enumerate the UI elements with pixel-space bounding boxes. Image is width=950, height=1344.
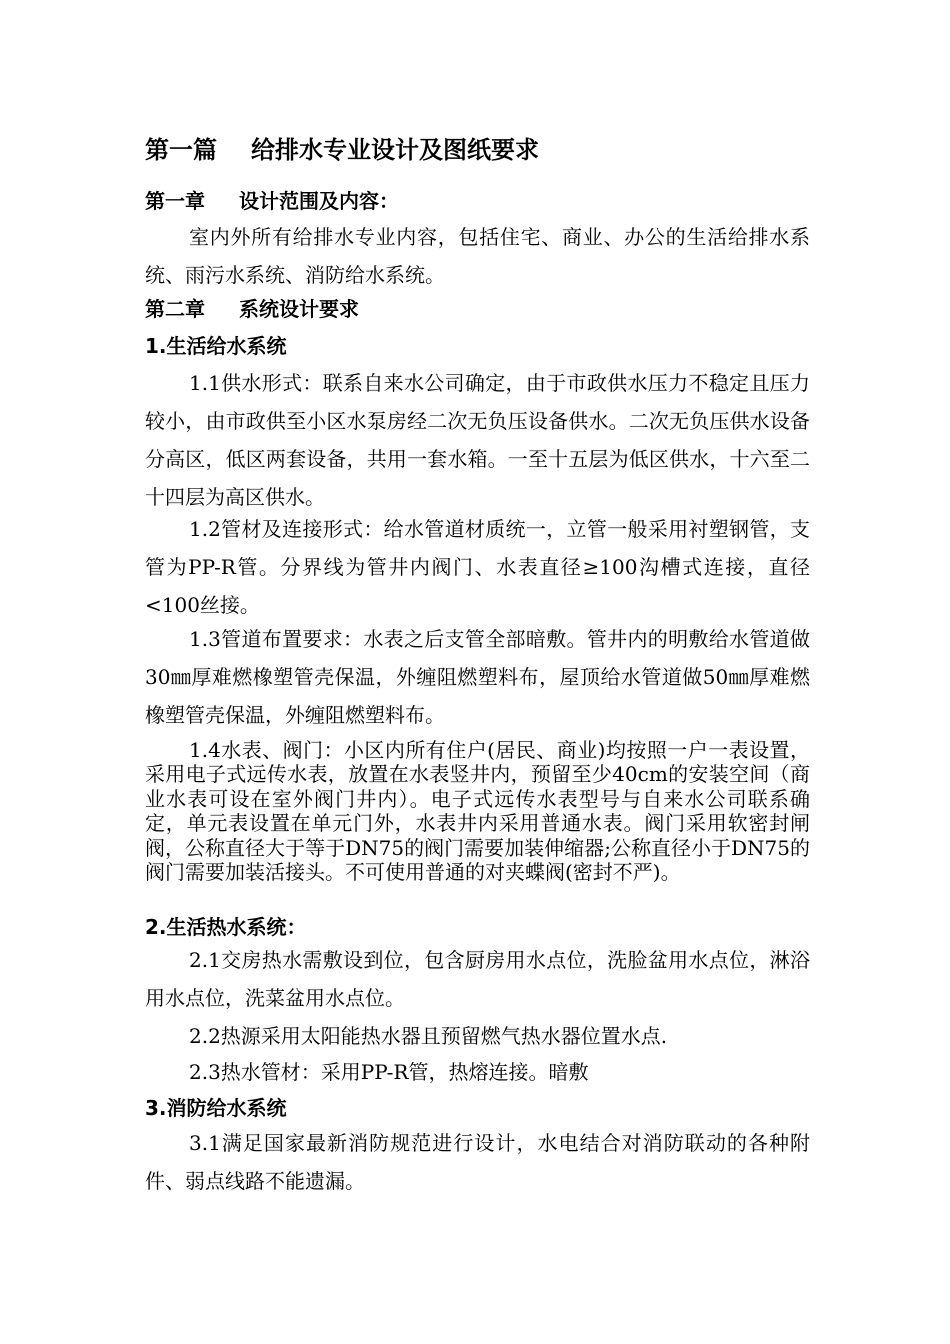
- chapter1-heading: [145, 187, 810, 215]
- paragraph-2-1: 2.1交房热水需敷设到位，包含厨房用水点位，洗脸盆用水点位，淋浴用水点位，洗菜盆用水点位。: [145, 948, 810, 1010]
- chapter1-paragraph: 室内外所有给排水专业内容，包括住宅、商业、办公的生活给排水系统、雨污水系统、消防给水系统。: [145, 225, 810, 287]
- paragraph-1-3: 1.3管道布置要求：水表之后支管全部暗敷。管井内的明敷给水管道做30㎜厚难燃橡塑管壳保温，外缠阻燃塑料布，屋顶给水管道做50㎜厚难燃橡塑管壳保温，外缠阻燃塑料布。: [145, 627, 810, 727]
- paragraph-2-2: 2.2热源采用太阳能热水器且预留燃气热水器位置水点.: [189, 1024, 668, 1048]
- document-title: [145, 135, 810, 165]
- section3-heading: 3.消防给水系统: [145, 1096, 287, 1120]
- section2-heading: 2.生活热水系统：: [145, 915, 307, 939]
- title-part: 第一篇: [145, 136, 217, 164]
- paragraph-3-1: 3.1满足国家最新消防规范进行设计，水电结合对消防联动的各种附件、弱点线路不能遗漏。: [145, 1131, 810, 1193]
- chapter2-heading: [145, 295, 810, 323]
- title-text: 给排水专业设计及图纸要求: [251, 136, 539, 164]
- paragraph-1-4: 1.4水表、阀门：小区内所有住户(居民、商业)均按照一户一表设置，采用电子式远传水表，放置在水表竖井内，预留至少40cm的安装空间（商业水表可设在室外阀门井内）。电子式远传水表型号与自来水公司联系确定，单元表设置在单元门外，水表井内采用普通水表。阀门采用软密封闸阀，公称直径大于等于DN75的阀门需要加装伸缩器;公称直径小于DN75的阀门需要加装活接头。不可使用普通的对夹蝶阀(密封不严)。: [145, 738, 810, 885]
- paragraph-2-3: 2.3热水管材：采用PP-R管，热熔连接。暗敷: [189, 1060, 589, 1084]
- section1-heading: 1.生活给水系统: [145, 334, 287, 358]
- chapter1-title: 设计范围及内容：: [239, 189, 399, 213]
- paragraph-1-1: 1.1供水形式：联系自来水公司确定，由于市政供水压力不稳定且压力较小，由市政供至小区水泵房经二次无负压设备供水。二次无负压供水设备分高区，低区两套设备，共用一套水箱。一至十五层为低区供水，十六至二十四层为高区供水。: [145, 371, 810, 509]
- chapter2-title: 系统设计要求: [239, 297, 359, 321]
- chapter2-label: 第二章: [145, 297, 205, 321]
- paragraph-1-2: 1.2管材及连接形式：给水管道材质统一，立管一般采用衬塑钢管，支管为PP-R管。分界线为管井内阀门、水表直径≥100沟槽式连接，直径<100丝接。: [145, 517, 810, 617]
- chapter1-label: 第一章: [145, 189, 205, 213]
